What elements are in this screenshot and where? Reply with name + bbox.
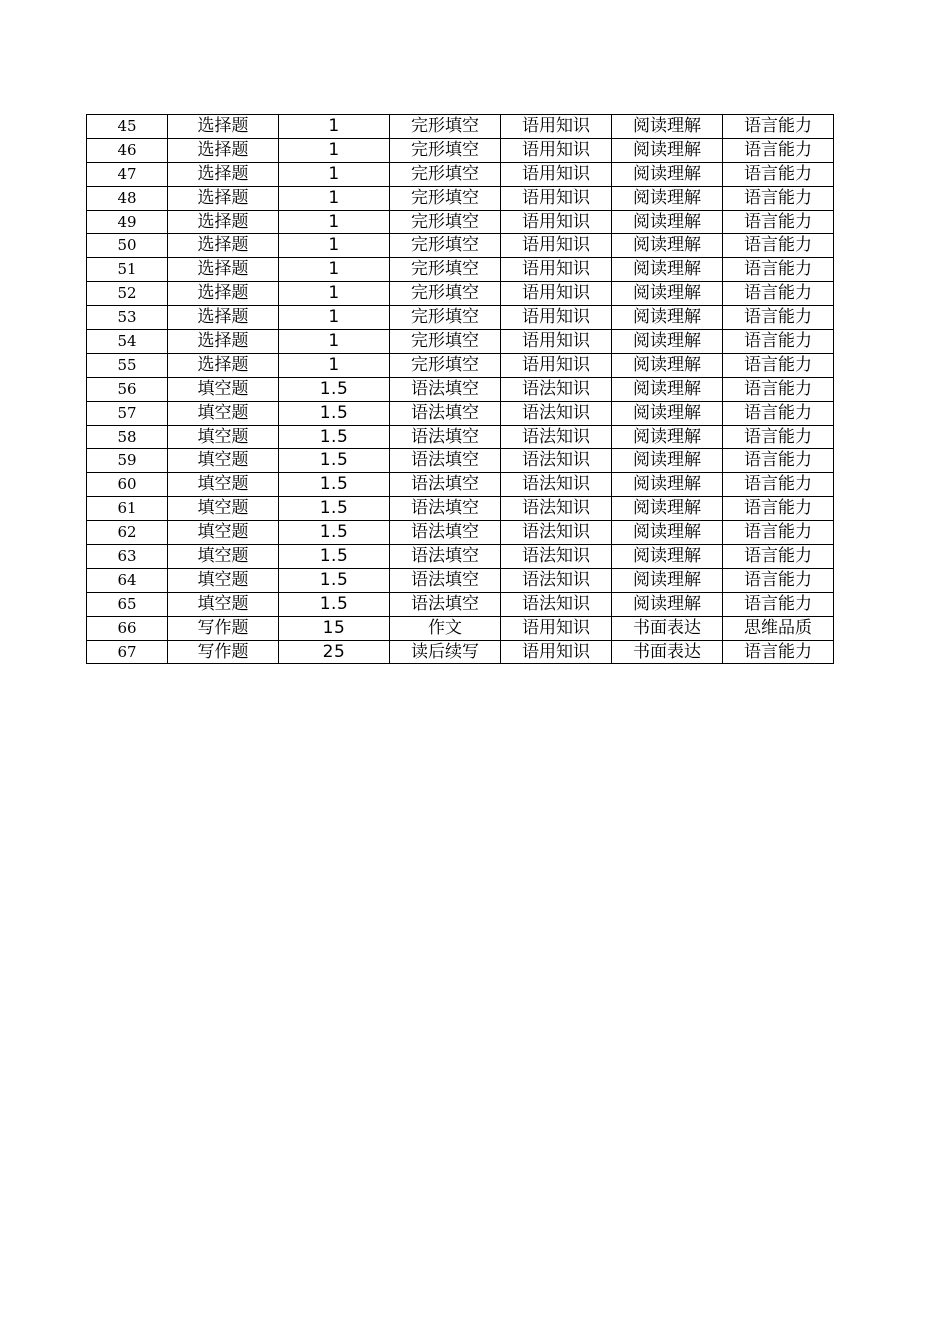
knowledge-cell: 语法知识 (501, 377, 612, 401)
question-number-cell: 50 (87, 234, 168, 258)
skill-cell: 阅读理解 (612, 258, 723, 282)
competency-cell: 语言能力 (723, 234, 834, 258)
table-row (87, 545, 834, 569)
section-cell: 语法填空 (390, 425, 501, 449)
knowledge-cell: 语用知识 (501, 234, 612, 258)
section-cell: 语法填空 (390, 449, 501, 473)
competency-cell: 语言能力 (723, 115, 834, 139)
section-cell: 语法填空 (390, 592, 501, 616)
section-cell: 完形填空 (390, 258, 501, 282)
question-number-cell: 56 (87, 377, 168, 401)
competency-cell: 语言能力 (723, 425, 834, 449)
section-cell: 语法填空 (390, 545, 501, 569)
table-row (87, 521, 834, 545)
question-number-cell: 45 (87, 115, 168, 139)
score-cell: 1.5 (279, 592, 390, 616)
skill-cell: 阅读理解 (612, 138, 723, 162)
score-cell: 1.5 (279, 545, 390, 569)
table-row (87, 115, 834, 139)
section-cell: 语法填空 (390, 521, 501, 545)
table-row (87, 568, 834, 592)
table-row (87, 592, 834, 616)
skill-cell: 阅读理解 (612, 568, 723, 592)
knowledge-cell: 语法知识 (501, 425, 612, 449)
question-number-cell: 52 (87, 282, 168, 306)
section-cell: 完形填空 (390, 306, 501, 330)
skill-cell: 阅读理解 (612, 115, 723, 139)
table-row (87, 640, 834, 664)
table-row (87, 497, 834, 521)
question-type-cell: 填空题 (168, 568, 279, 592)
competency-cell: 语言能力 (723, 401, 834, 425)
section-cell: 语法填空 (390, 497, 501, 521)
skill-cell: 阅读理解 (612, 473, 723, 497)
question-number-cell: 54 (87, 330, 168, 354)
section-cell: 语法填空 (390, 568, 501, 592)
question-type-cell: 填空题 (168, 401, 279, 425)
question-type-cell: 选择题 (168, 210, 279, 234)
question-number-cell: 62 (87, 521, 168, 545)
competency-cell: 语言能力 (723, 330, 834, 354)
score-cell: 1 (279, 282, 390, 306)
question-type-cell: 填空题 (168, 521, 279, 545)
question-type-cell: 选择题 (168, 306, 279, 330)
skill-cell: 书面表达 (612, 640, 723, 664)
question-number-cell: 64 (87, 568, 168, 592)
question-number-cell: 60 (87, 473, 168, 497)
score-cell: 1.5 (279, 568, 390, 592)
section-cell: 完形填空 (390, 330, 501, 354)
competency-cell: 语言能力 (723, 258, 834, 282)
score-cell: 1 (279, 234, 390, 258)
score-cell: 15 (279, 616, 390, 640)
skill-cell: 阅读理解 (612, 234, 723, 258)
competency-cell: 语言能力 (723, 377, 834, 401)
table-row (87, 186, 834, 210)
knowledge-cell: 语用知识 (501, 162, 612, 186)
skill-cell: 阅读理解 (612, 545, 723, 569)
section-cell: 完形填空 (390, 162, 501, 186)
question-type-cell: 选择题 (168, 234, 279, 258)
table-row (87, 210, 834, 234)
competency-cell: 语言能力 (723, 592, 834, 616)
table-row (87, 616, 834, 640)
knowledge-cell: 语法知识 (501, 401, 612, 425)
question-number-cell: 51 (87, 258, 168, 282)
question-number-cell: 48 (87, 186, 168, 210)
section-cell: 完形填空 (390, 282, 501, 306)
question-type-cell: 填空题 (168, 377, 279, 401)
knowledge-cell: 语用知识 (501, 330, 612, 354)
knowledge-cell: 语用知识 (501, 138, 612, 162)
question-number-cell: 55 (87, 353, 168, 377)
knowledge-cell: 语法知识 (501, 497, 612, 521)
question-type-cell: 选择题 (168, 186, 279, 210)
section-cell: 作文 (390, 616, 501, 640)
competency-cell: 语言能力 (723, 568, 834, 592)
score-cell: 1 (279, 353, 390, 377)
question-number-cell: 65 (87, 592, 168, 616)
competency-cell: 语言能力 (723, 473, 834, 497)
competency-cell: 语言能力 (723, 210, 834, 234)
table-row (87, 258, 834, 282)
competency-cell: 语言能力 (723, 449, 834, 473)
knowledge-cell: 语法知识 (501, 521, 612, 545)
skill-cell: 阅读理解 (612, 425, 723, 449)
table-row (87, 138, 834, 162)
skill-cell: 阅读理解 (612, 401, 723, 425)
score-cell: 1 (279, 306, 390, 330)
section-cell: 完形填空 (390, 353, 501, 377)
competency-cell: 语言能力 (723, 306, 834, 330)
skill-cell: 阅读理解 (612, 282, 723, 306)
competency-cell: 语言能力 (723, 545, 834, 569)
score-cell: 1 (279, 162, 390, 186)
section-cell: 语法填空 (390, 377, 501, 401)
knowledge-cell: 语用知识 (501, 640, 612, 664)
question-type-cell: 选择题 (168, 115, 279, 139)
question-type-cell: 选择题 (168, 353, 279, 377)
knowledge-cell: 语用知识 (501, 282, 612, 306)
section-cell: 完形填空 (390, 115, 501, 139)
competency-cell: 语言能力 (723, 186, 834, 210)
score-cell: 1 (279, 138, 390, 162)
question-type-cell: 填空题 (168, 497, 279, 521)
question-number-cell: 49 (87, 210, 168, 234)
section-cell: 完形填空 (390, 234, 501, 258)
question-type-cell: 选择题 (168, 282, 279, 306)
question-number-cell: 63 (87, 545, 168, 569)
skill-cell: 阅读理解 (612, 377, 723, 401)
score-cell: 1 (279, 330, 390, 354)
table-row (87, 330, 834, 354)
competency-cell: 语言能力 (723, 497, 834, 521)
competency-cell: 语言能力 (723, 521, 834, 545)
section-cell: 读后续写 (390, 640, 501, 664)
table-row (87, 449, 834, 473)
skill-cell: 阅读理解 (612, 592, 723, 616)
section-cell: 完形填空 (390, 186, 501, 210)
skill-cell: 阅读理解 (612, 353, 723, 377)
question-number-cell: 57 (87, 401, 168, 425)
table-row (87, 353, 834, 377)
question-number-cell: 66 (87, 616, 168, 640)
score-cell: 1.5 (279, 425, 390, 449)
knowledge-cell: 语用知识 (501, 210, 612, 234)
competency-cell: 语言能力 (723, 353, 834, 377)
table-row (87, 425, 834, 449)
question-number-cell: 47 (87, 162, 168, 186)
table-row (87, 234, 834, 258)
knowledge-cell: 语用知识 (501, 306, 612, 330)
skill-cell: 书面表达 (612, 616, 723, 640)
score-cell: 25 (279, 640, 390, 664)
score-cell: 1.5 (279, 449, 390, 473)
question-type-cell: 写作题 (168, 616, 279, 640)
table-row (87, 162, 834, 186)
knowledge-cell: 语用知识 (501, 353, 612, 377)
skill-cell: 阅读理解 (612, 521, 723, 545)
section-cell: 完形填空 (390, 138, 501, 162)
question-type-cell: 选择题 (168, 138, 279, 162)
score-cell: 1 (279, 210, 390, 234)
question-number-cell: 53 (87, 306, 168, 330)
score-cell: 1.5 (279, 401, 390, 425)
question-type-cell: 填空题 (168, 473, 279, 497)
table-row (87, 377, 834, 401)
question-type-cell: 选择题 (168, 258, 279, 282)
question-type-cell: 填空题 (168, 592, 279, 616)
question-type-cell: 填空题 (168, 449, 279, 473)
knowledge-cell: 语法知识 (501, 545, 612, 569)
skill-cell: 阅读理解 (612, 330, 723, 354)
knowledge-cell: 语用知识 (501, 186, 612, 210)
competency-cell: 语言能力 (723, 138, 834, 162)
section-cell: 语法填空 (390, 473, 501, 497)
skill-cell: 阅读理解 (612, 162, 723, 186)
question-type-cell: 填空题 (168, 545, 279, 569)
section-cell: 完形填空 (390, 210, 501, 234)
question-number-cell: 61 (87, 497, 168, 521)
table-row (87, 306, 834, 330)
question-number-cell: 46 (87, 138, 168, 162)
question-number-cell: 58 (87, 425, 168, 449)
score-cell: 1.5 (279, 473, 390, 497)
question-type-cell: 选择题 (168, 330, 279, 354)
knowledge-cell: 语法知识 (501, 473, 612, 497)
question-number-cell: 67 (87, 640, 168, 664)
competency-cell: 语言能力 (723, 282, 834, 306)
skill-cell: 阅读理解 (612, 306, 723, 330)
question-type-cell: 写作题 (168, 640, 279, 664)
skill-cell: 阅读理解 (612, 497, 723, 521)
knowledge-cell: 语用知识 (501, 115, 612, 139)
competency-cell: 语言能力 (723, 640, 834, 664)
score-cell: 1.5 (279, 377, 390, 401)
question-number-cell: 59 (87, 449, 168, 473)
section-cell: 语法填空 (390, 401, 501, 425)
question-type-cell: 选择题 (168, 162, 279, 186)
skill-cell: 阅读理解 (612, 210, 723, 234)
table-row (87, 401, 834, 425)
score-cell: 1 (279, 115, 390, 139)
knowledge-cell: 语法知识 (501, 592, 612, 616)
score-cell: 1 (279, 186, 390, 210)
question-type-cell: 填空题 (168, 425, 279, 449)
knowledge-cell: 语法知识 (501, 449, 612, 473)
skill-cell: 阅读理解 (612, 186, 723, 210)
score-cell: 1 (279, 258, 390, 282)
competency-cell: 思维品质 (723, 616, 834, 640)
knowledge-cell: 语用知识 (501, 258, 612, 282)
skill-cell: 阅读理解 (612, 449, 723, 473)
score-cell: 1.5 (279, 521, 390, 545)
table-row (87, 473, 834, 497)
competency-cell: 语言能力 (723, 162, 834, 186)
table-body (87, 115, 834, 664)
score-cell: 1.5 (279, 497, 390, 521)
knowledge-cell: 语用知识 (501, 616, 612, 640)
table-row (87, 282, 834, 306)
knowledge-cell: 语法知识 (501, 568, 612, 592)
question-spec-table (86, 114, 834, 664)
